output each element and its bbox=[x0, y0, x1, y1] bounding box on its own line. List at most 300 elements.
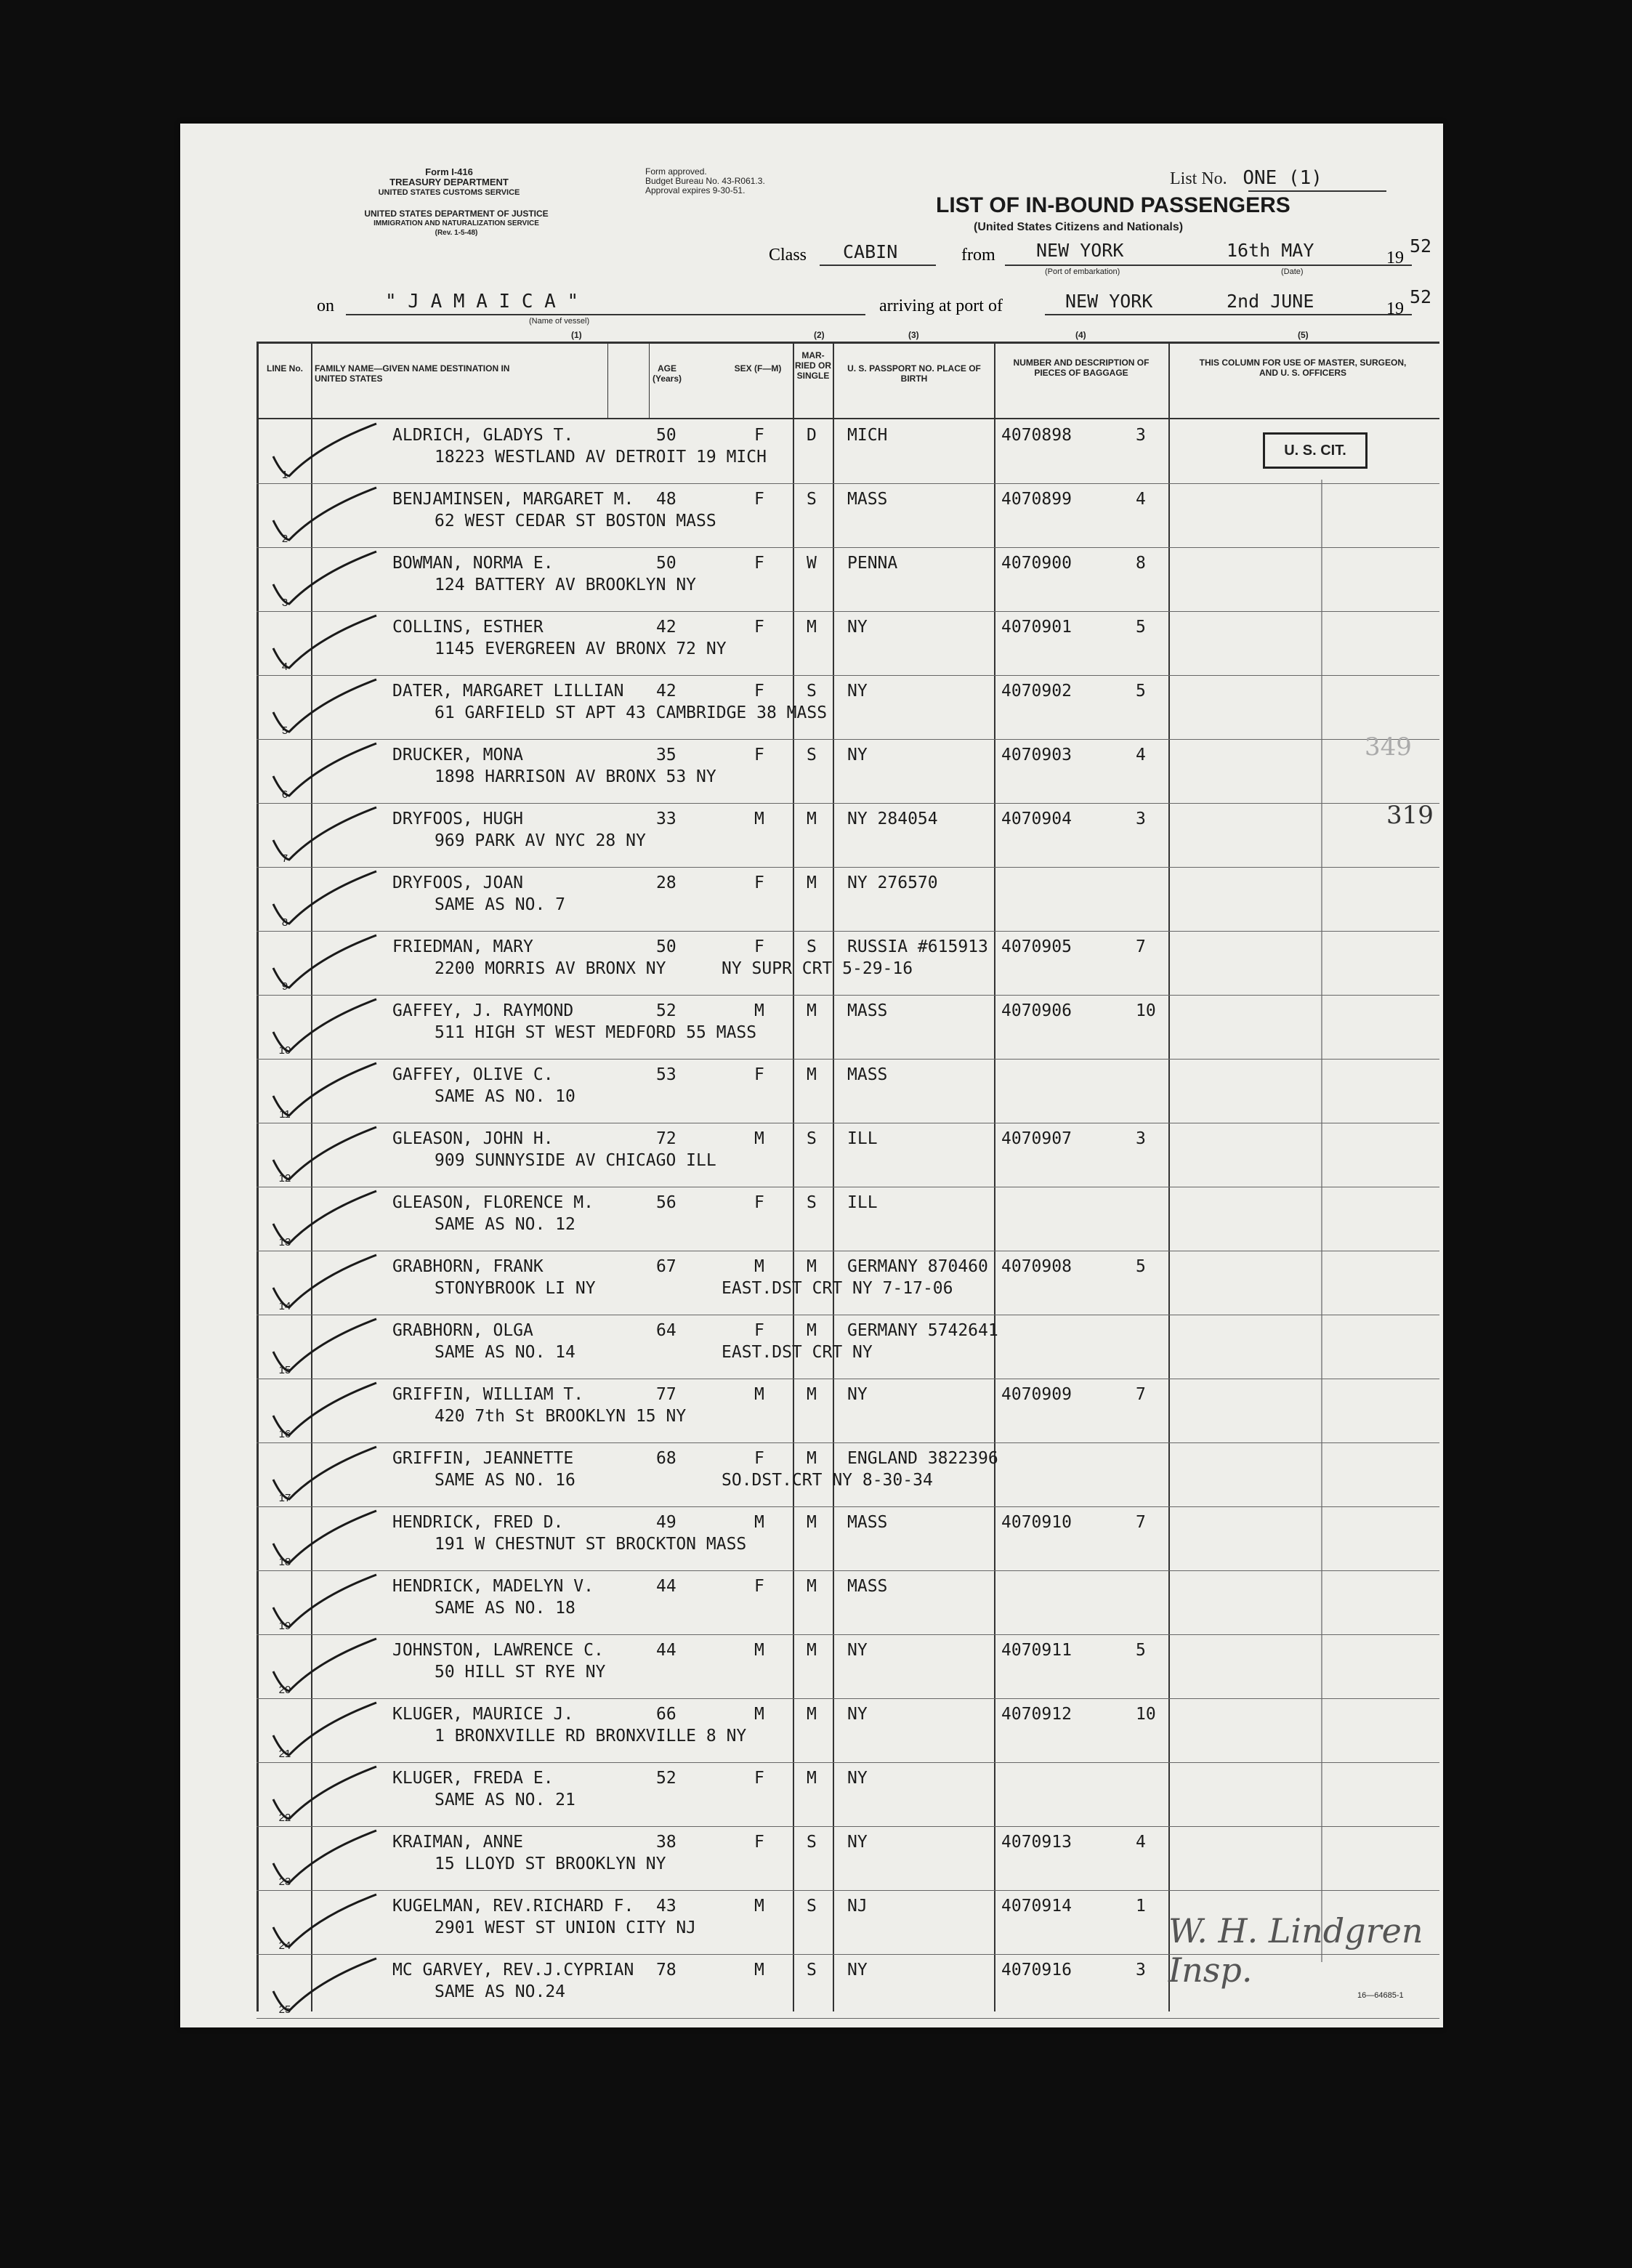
table-row bbox=[180, 676, 1443, 740]
table-row bbox=[180, 420, 1443, 484]
line-number: 18 bbox=[278, 1556, 291, 1568]
line-number: 12 bbox=[278, 1172, 291, 1185]
passenger-age: 67 bbox=[656, 1257, 676, 1276]
inspector-signature: W. H. Lindgren Insp. bbox=[1168, 1911, 1423, 1990]
baggage-number: 4070908 bbox=[1001, 1257, 1072, 1276]
line-number: 11 bbox=[279, 1108, 291, 1121]
check-mark-icon bbox=[267, 928, 384, 993]
birthplace: NY bbox=[847, 1385, 868, 1404]
margin-number-faint: 349 bbox=[1365, 733, 1412, 762]
table-row bbox=[180, 1635, 1443, 1699]
baggage-pieces: 3 bbox=[1136, 1961, 1146, 1980]
passenger-sex: F bbox=[754, 1065, 764, 1084]
marital-status: S bbox=[807, 746, 817, 764]
marital-status: M bbox=[807, 1769, 817, 1788]
passenger-name: KRAIMAN, ANNE bbox=[392, 1833, 524, 1852]
check-mark-icon bbox=[267, 672, 384, 738]
passenger-sex: F bbox=[754, 1577, 764, 1596]
marital-status: S bbox=[807, 1833, 817, 1852]
list-no-value: ONE (1) bbox=[1243, 167, 1322, 189]
table-row bbox=[180, 548, 1443, 612]
page-title: LIST OF IN-BOUND PASSENGERS bbox=[936, 193, 1290, 217]
line-number: 23 bbox=[278, 1876, 291, 1888]
birthplace: NY bbox=[847, 1833, 868, 1852]
passenger-name: DATER, MARGARET LILLIAN bbox=[392, 682, 624, 701]
justice-dept: UNITED STATES DEPARTMENT OF JUSTICE bbox=[364, 209, 549, 219]
baggage-number: 4070912 bbox=[1001, 1705, 1072, 1724]
table-row bbox=[180, 1507, 1443, 1571]
marital-status: S bbox=[807, 1897, 817, 1916]
marital-status: W bbox=[807, 554, 817, 573]
passenger-age: 66 bbox=[656, 1705, 676, 1724]
customs-service: UNITED STATES CUSTOMS SERVICE bbox=[378, 188, 520, 197]
passenger-address: 18223 WESTLAND AV DETROIT 19 MICH bbox=[435, 448, 767, 467]
class-value: CABIN bbox=[843, 241, 898, 262]
passenger-sex: M bbox=[754, 1961, 764, 1980]
passenger-age: 78 bbox=[656, 1961, 676, 1980]
passenger-age: 53 bbox=[656, 1065, 676, 1084]
marital-status: M bbox=[807, 1385, 817, 1404]
passenger-age: 38 bbox=[656, 1833, 676, 1852]
baggage-pieces: 5 bbox=[1136, 1257, 1146, 1276]
embark-caption: (Port of embarkation) bbox=[1045, 267, 1120, 276]
check-mark-icon bbox=[267, 1759, 384, 1825]
class-label: Class bbox=[769, 246, 807, 265]
passenger-age: 43 bbox=[656, 1897, 676, 1916]
passenger-sex: F bbox=[754, 554, 764, 573]
check-mark-icon bbox=[267, 480, 384, 546]
baggage-number: 4070909 bbox=[1001, 1385, 1072, 1404]
passenger-age: 56 bbox=[656, 1193, 676, 1212]
passenger-address: SAME AS NO. 7 bbox=[435, 895, 566, 914]
justice-block bbox=[304, 209, 609, 238]
passenger-sex: M bbox=[754, 1641, 764, 1660]
birthplace: MASS bbox=[847, 1001, 888, 1020]
passenger-name: COLLINS, ESTHER bbox=[392, 618, 544, 637]
line-number: 20 bbox=[278, 1684, 291, 1696]
baggage-pieces: 3 bbox=[1136, 810, 1146, 828]
birthplace: ENGLAND 3822396 bbox=[847, 1449, 998, 1468]
passenger-sex: F bbox=[754, 682, 764, 701]
passenger-address: 15 LLOYD ST BROOKLYN NY bbox=[435, 1855, 666, 1873]
col-num-1: (1) bbox=[571, 330, 582, 340]
passenger-address: 420 7th St BROOKLYN 15 NY bbox=[435, 1407, 687, 1426]
passenger-age: 48 bbox=[656, 490, 676, 509]
passenger-name: ALDRICH, GLADYS T. bbox=[392, 426, 574, 445]
baggage-number: 4070907 bbox=[1001, 1129, 1072, 1148]
baggage-number: 4070914 bbox=[1001, 1897, 1072, 1916]
table-row bbox=[180, 1379, 1443, 1443]
passenger-age: 50 bbox=[656, 937, 676, 956]
line-number: 4 bbox=[281, 661, 288, 673]
check-mark-icon bbox=[267, 416, 384, 482]
passenger-sex: F bbox=[754, 746, 764, 764]
passenger-age: 68 bbox=[656, 1449, 676, 1468]
line-number: 2 bbox=[281, 533, 288, 545]
list-number bbox=[1170, 167, 1322, 189]
col-num-4: (4) bbox=[1075, 330, 1086, 340]
table-row bbox=[180, 868, 1443, 932]
passenger-sex: M bbox=[754, 1513, 764, 1532]
form-approved: Form approved. bbox=[645, 166, 707, 177]
check-mark-icon bbox=[267, 1312, 384, 1377]
from-underline bbox=[1005, 265, 1412, 266]
baggage-number: 4070900 bbox=[1001, 554, 1072, 573]
passenger-age: 42 bbox=[656, 618, 676, 637]
table-row bbox=[180, 1443, 1443, 1507]
line-number: 3 bbox=[281, 597, 288, 609]
baggage-number: 4070910 bbox=[1001, 1513, 1072, 1532]
passenger-name: FRIEDMAN, MARY bbox=[392, 937, 533, 956]
col-rule-age bbox=[607, 342, 608, 418]
passenger-name: JOHNSTON, LAWRENCE C. bbox=[392, 1641, 604, 1660]
birthplace: MASS bbox=[847, 1513, 888, 1532]
birthplace: NY bbox=[847, 746, 868, 764]
year-prefix-1: 19 bbox=[1386, 249, 1404, 267]
baggage-number: 4070913 bbox=[1001, 1833, 1072, 1852]
passenger-name: DRUCKER, MONA bbox=[392, 746, 524, 764]
col-head-sex: SEX (F—M) bbox=[734, 363, 782, 374]
list-no-underline bbox=[1248, 190, 1386, 192]
marital-status: M bbox=[807, 1513, 817, 1532]
passenger-address: STONYBROOK LI NY bbox=[435, 1279, 596, 1298]
marital-status: M bbox=[807, 1641, 817, 1660]
passenger-address: 511 HIGH ST WEST MEDFORD 55 MASS bbox=[435, 1023, 757, 1042]
birthplace: ILL bbox=[847, 1193, 878, 1212]
passenger-name: GAFFEY, J. RAYMOND bbox=[392, 1001, 574, 1020]
check-mark-icon bbox=[267, 1887, 384, 1953]
passenger-age: 44 bbox=[656, 1641, 676, 1660]
marital-status: S bbox=[807, 1193, 817, 1212]
baggage-number: 4070911 bbox=[1001, 1641, 1072, 1660]
col-head-officers: THIS COLUMN FOR USE OF MASTER, SURGEON, AND U. S. OFFICERS bbox=[1199, 358, 1407, 378]
baggage-pieces: 5 bbox=[1136, 682, 1146, 701]
marital-status: M bbox=[807, 1705, 817, 1724]
birthplace: RUSSIA #615913 bbox=[847, 937, 988, 956]
passenger-sex: F bbox=[754, 426, 764, 445]
treasury-dept: TREASURY DEPARTMENT bbox=[389, 177, 509, 187]
passenger-address: SAME AS NO. 18 bbox=[435, 1599, 575, 1618]
passenger-sex: M bbox=[754, 1257, 764, 1276]
passenger-address: 969 PARK AV NYC 28 NY bbox=[435, 831, 646, 850]
passenger-name: GRIFFIN, WILLIAM T. bbox=[392, 1385, 584, 1404]
baggage-pieces: 7 bbox=[1136, 937, 1146, 956]
check-mark-icon bbox=[267, 544, 384, 610]
col-head-name: FAMILY NAME—GIVEN NAME DESTINATION IN UNITED STATES bbox=[315, 363, 510, 384]
embark-date: 16th MAY bbox=[1227, 240, 1314, 261]
check-mark-icon bbox=[267, 1056, 384, 1121]
passenger-age: 44 bbox=[656, 1577, 676, 1596]
col-num-5: (5) bbox=[1298, 330, 1309, 340]
baggage-number: 4070916 bbox=[1001, 1961, 1072, 1980]
passenger-address: 50 HILL ST RYE NY bbox=[435, 1663, 606, 1682]
passenger-name: KLUGER, MAURICE J. bbox=[392, 1705, 574, 1724]
passenger-address: 2901 WEST ST UNION CITY NJ bbox=[435, 1918, 697, 1937]
baggage-pieces: 4 bbox=[1136, 746, 1146, 764]
passenger-age: 77 bbox=[656, 1385, 676, 1404]
check-mark-icon bbox=[267, 1631, 384, 1697]
passenger-address: 1145 EVERGREEN AV BRONX 72 NY bbox=[435, 639, 727, 658]
marital-status: M bbox=[807, 1257, 817, 1276]
check-mark-icon bbox=[267, 1695, 384, 1761]
line-number: 10 bbox=[278, 1044, 291, 1057]
check-mark-icon bbox=[267, 1951, 384, 2017]
class-underline bbox=[820, 265, 936, 266]
table-row bbox=[180, 1315, 1443, 1379]
vessel-underline bbox=[346, 314, 865, 315]
line-number: 25 bbox=[278, 2003, 291, 2016]
passenger-age: 50 bbox=[656, 554, 676, 573]
line-number: 16 bbox=[278, 1428, 291, 1440]
birthplace: NJ bbox=[847, 1897, 868, 1916]
line-number: 21 bbox=[278, 1748, 291, 1760]
passenger-name: BOWMAN, NORMA E. bbox=[392, 554, 554, 573]
passenger-age: 64 bbox=[656, 1321, 676, 1340]
port-of-embarkation: NEW YORK bbox=[1036, 240, 1124, 261]
table-row bbox=[180, 1699, 1443, 1763]
passenger-age: 52 bbox=[656, 1769, 676, 1788]
page-subtitle: (United States Citizens and Nationals) bbox=[974, 221, 1184, 233]
passenger-sex: F bbox=[754, 1193, 764, 1212]
check-mark-icon bbox=[267, 1567, 384, 1633]
passenger-address: SAME AS NO. 16 bbox=[435, 1471, 575, 1490]
table-row bbox=[180, 1123, 1443, 1187]
port-of-arrival: NEW YORK bbox=[1065, 291, 1153, 312]
passenger-name: KUGELMAN, REV.RICHARD F. bbox=[392, 1897, 634, 1916]
table-row bbox=[180, 932, 1443, 996]
baggage-number: 4070906 bbox=[1001, 1001, 1072, 1020]
baggage-number: 4070905 bbox=[1001, 937, 1072, 956]
marital-status: S bbox=[807, 1961, 817, 1980]
col-head-baggage: NUMBER AND DESCRIPTION OF PIECES OF BAGGAGE bbox=[1013, 358, 1150, 378]
table-row bbox=[180, 996, 1443, 1060]
birthplace: NY bbox=[847, 1961, 868, 1980]
budget-block bbox=[645, 167, 765, 195]
baggage-pieces: 10 bbox=[1136, 1001, 1156, 1020]
check-mark-icon bbox=[267, 864, 384, 929]
passenger-address: 909 SUNNYSIDE AV CHICAGO ILL bbox=[435, 1151, 716, 1170]
baggage-number: 4070903 bbox=[1001, 746, 1072, 764]
row-rule bbox=[256, 2018, 1439, 2019]
line-number: 1 bbox=[281, 469, 288, 481]
marital-status: S bbox=[807, 1129, 817, 1148]
date-caption: (Date) bbox=[1281, 267, 1304, 276]
passenger-address: SAME AS NO. 10 bbox=[435, 1087, 575, 1106]
manifest-page bbox=[180, 124, 1443, 2027]
passenger-sex: F bbox=[754, 490, 764, 509]
col-num-2: (2) bbox=[814, 330, 825, 340]
arrival-year: 52 bbox=[1410, 286, 1432, 307]
passenger-name: HENDRICK, MADELYN V. bbox=[392, 1577, 594, 1596]
birthplace: ILL bbox=[847, 1129, 878, 1148]
arriving-label: arriving at port of bbox=[879, 296, 1003, 315]
birthplace: NY 276570 bbox=[847, 873, 938, 892]
baggage-pieces: 1 bbox=[1136, 1897, 1146, 1916]
baggage-pieces: 4 bbox=[1136, 490, 1146, 509]
passenger-sex: F bbox=[754, 1769, 764, 1788]
line-number: 14 bbox=[278, 1300, 291, 1312]
passenger-name: BENJAMINSEN, MARGARET M. bbox=[392, 490, 634, 509]
passenger-name: GRABHORN, OLGA bbox=[392, 1321, 533, 1340]
birthplace: PENNA bbox=[847, 554, 898, 573]
passenger-sex: M bbox=[754, 1897, 764, 1916]
passenger-address: 191 W CHESTNUT ST BROCKTON MASS bbox=[435, 1535, 747, 1554]
passenger-address: 2200 MORRIS AV BRONX NY bbox=[435, 959, 666, 978]
passenger-name: GAFFEY, OLIVE C. bbox=[392, 1065, 554, 1084]
passenger-age: 28 bbox=[656, 873, 676, 892]
marital-status: M bbox=[807, 618, 817, 637]
check-mark-icon bbox=[267, 992, 384, 1057]
embark-year: 52 bbox=[1410, 235, 1432, 257]
check-mark-icon bbox=[267, 1184, 384, 1249]
baggage-pieces: 3 bbox=[1136, 1129, 1146, 1148]
passenger-name: MC GARVEY, REV.J.CYPRIAN bbox=[392, 1961, 634, 1980]
on-label: on bbox=[317, 296, 334, 315]
passenger-age: 50 bbox=[656, 426, 676, 445]
passenger-sex: M bbox=[754, 810, 764, 828]
baggage-pieces: 7 bbox=[1136, 1385, 1146, 1404]
marital-status: S bbox=[807, 490, 817, 509]
marital-status: M bbox=[807, 1577, 817, 1596]
baggage-pieces: 5 bbox=[1136, 1641, 1146, 1660]
passenger-sex: F bbox=[754, 618, 764, 637]
check-mark-icon bbox=[267, 1376, 384, 1441]
passenger-address: 124 BATTERY AV BROOKLYN NY bbox=[435, 576, 697, 594]
passenger-name: GRIFFIN, JEANNETTE bbox=[392, 1449, 574, 1468]
check-mark-icon bbox=[267, 608, 384, 674]
arrival-date: 2nd JUNE bbox=[1227, 291, 1314, 312]
check-mark-icon bbox=[267, 1823, 384, 1889]
birthplace: NY 284054 bbox=[847, 810, 938, 828]
birthplace: NY bbox=[847, 682, 868, 701]
passenger-address: SAME AS NO. 14 bbox=[435, 1343, 575, 1362]
passenger-name: DRYFOOS, JOAN bbox=[392, 873, 524, 892]
table-row bbox=[180, 612, 1443, 676]
passenger-name: GRABHORN, FRANK bbox=[392, 1257, 544, 1276]
us-citizen-stamp: U. S. CIT. bbox=[1263, 432, 1368, 469]
check-mark-icon bbox=[267, 1248, 384, 1313]
birthplace: NY bbox=[847, 1641, 868, 1660]
col-num-3: (3) bbox=[908, 330, 919, 340]
marital-status: M bbox=[807, 1321, 817, 1340]
baggage-pieces: 8 bbox=[1136, 554, 1146, 573]
baggage-number: 4070899 bbox=[1001, 490, 1072, 509]
table-row bbox=[180, 1763, 1443, 1827]
passenger-sex: M bbox=[754, 1705, 764, 1724]
passenger-address: 1 BRONXVILLE RD BRONXVILLE 8 NY bbox=[435, 1727, 747, 1746]
birthplace: MICH bbox=[847, 426, 888, 445]
check-mark-icon bbox=[267, 1504, 384, 1569]
ins-name: IMMIGRATION AND NATURALIZATION SERVICE bbox=[373, 219, 539, 227]
line-number: 22 bbox=[278, 1812, 291, 1824]
line-number: 15 bbox=[278, 1364, 291, 1376]
margin-number: 319 bbox=[1386, 801, 1434, 830]
passenger-name: DRYFOOS, HUGH bbox=[392, 810, 524, 828]
from-label: from bbox=[961, 246, 995, 265]
passenger-name: KLUGER, FREDA E. bbox=[392, 1769, 554, 1788]
marital-status: M bbox=[807, 1065, 817, 1084]
passenger-name: HENDRICK, FRED D. bbox=[392, 1513, 564, 1532]
passenger-name: GLEASON, JOHN H. bbox=[392, 1129, 554, 1148]
passenger-sex: F bbox=[754, 1449, 764, 1468]
list-no-label: List No. bbox=[1170, 169, 1227, 188]
check-mark-icon bbox=[267, 800, 384, 865]
birthplace: NY bbox=[847, 1769, 868, 1788]
baggage-number: 4070904 bbox=[1001, 810, 1072, 828]
form-revision: (Rev. 1-5-48) bbox=[435, 229, 478, 237]
birthplace: NY bbox=[847, 618, 868, 637]
check-mark-icon bbox=[267, 1440, 384, 1505]
passenger-age: 33 bbox=[656, 810, 676, 828]
passenger-sex: M bbox=[754, 1001, 764, 1020]
birthplace: GERMANY 870460 bbox=[847, 1257, 988, 1276]
line-number: 17 bbox=[278, 1492, 291, 1504]
passenger-age: 35 bbox=[656, 746, 676, 764]
table-top-rule bbox=[256, 342, 1439, 344]
check-mark-icon bbox=[267, 736, 384, 802]
footer-code: 16—64685-1 bbox=[1357, 1991, 1404, 2000]
birthplace: MASS bbox=[847, 490, 888, 509]
vessel-name: " J A M A I C A " bbox=[385, 291, 579, 312]
line-number: 13 bbox=[278, 1236, 291, 1248]
line-number: 9 bbox=[281, 980, 288, 993]
passenger-age: 42 bbox=[656, 682, 676, 701]
line-number: 19 bbox=[278, 1620, 291, 1632]
table-row bbox=[180, 740, 1443, 804]
col-head-passport: U. S. PASSPORT NO. PLACE OF BIRTH bbox=[847, 363, 981, 384]
passenger-address: 62 WEST CEDAR ST BOSTON MASS bbox=[435, 512, 716, 530]
line-number: 24 bbox=[278, 1940, 291, 1952]
arrival-underline bbox=[1045, 314, 1412, 315]
col-head-age: AGE (Years) bbox=[652, 363, 682, 384]
passenger-sex: F bbox=[754, 1833, 764, 1852]
baggage-pieces: 3 bbox=[1136, 426, 1146, 445]
budget-bureau: Budget Bureau No. 43-R061.3. bbox=[645, 176, 765, 186]
passenger-sex: F bbox=[754, 937, 764, 956]
agency-block bbox=[369, 167, 529, 198]
baggage-number: 4070902 bbox=[1001, 682, 1072, 701]
table-row bbox=[180, 1571, 1443, 1635]
birthplace: MASS bbox=[847, 1577, 888, 1596]
col-head-line: LINE No. bbox=[267, 363, 303, 374]
table-row bbox=[180, 1060, 1443, 1123]
passenger-age: 49 bbox=[656, 1513, 676, 1532]
table-row bbox=[180, 1251, 1443, 1315]
approval-expires: Approval expires 9-30-51. bbox=[645, 185, 746, 195]
col-head-married: MAR-RIED OR SINGLE bbox=[794, 350, 831, 381]
passenger-sex: F bbox=[754, 873, 764, 892]
marital-status: M bbox=[807, 1001, 817, 1020]
marital-status: D bbox=[807, 426, 817, 445]
naturalization: SO.DST.CRT NY 8-30-34 bbox=[722, 1471, 933, 1490]
baggage-number: 4070898 bbox=[1001, 426, 1072, 445]
passenger-address: SAME AS NO. 21 bbox=[435, 1791, 575, 1809]
table-row bbox=[180, 484, 1443, 548]
form-number: Form I-416 bbox=[425, 166, 473, 177]
table-header-rule bbox=[256, 418, 1439, 419]
passenger-address: SAME AS NO.24 bbox=[435, 1982, 566, 2001]
passenger-sex: F bbox=[754, 1321, 764, 1340]
baggage-pieces: 4 bbox=[1136, 1833, 1146, 1852]
passenger-sex: M bbox=[754, 1385, 764, 1404]
passenger-address: 1898 HARRISON AV BRONX 53 NY bbox=[435, 767, 716, 786]
line-number: 5 bbox=[281, 725, 288, 737]
birthplace: MASS bbox=[847, 1065, 888, 1084]
passenger-address: SAME AS NO. 12 bbox=[435, 1215, 575, 1234]
vessel-caption: (Name of vessel) bbox=[529, 317, 590, 326]
passenger-name: GLEASON, FLORENCE M. bbox=[392, 1193, 594, 1212]
baggage-pieces: 7 bbox=[1136, 1513, 1146, 1532]
